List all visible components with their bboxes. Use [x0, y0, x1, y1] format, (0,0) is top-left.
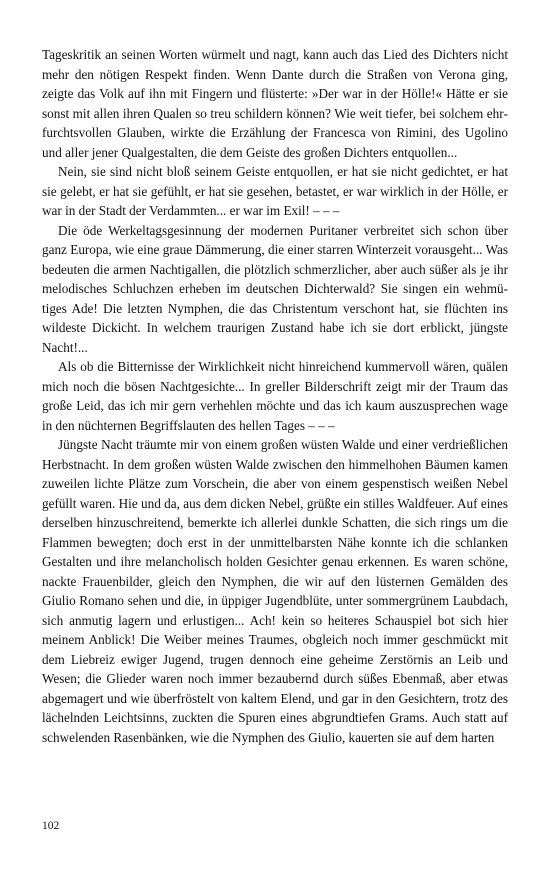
paragraph-2: Nein, sie sind nicht bloß seinem Geiste entquollen, er hat sie nicht gedichtet, er hat sie gelebt, er hat sie gefühlt, er hat sie gesehen, betastet, er war wirklich in der Hölle, er war in der Stadt der Verdammten... er war im Exil! – – –	[42, 164, 508, 218]
paragraph-3: Die öde Werkeltagsgesinnung der modernen Puritaner verbreitet sich schon über ganz Europa, wie eine graue Dämmerung, die einer starren Winterzeit vorausgeht... Was bedeuten die armen Nachtigallen, die plötzlich schmerzlicher, aber auch süßer als je ihr melodisches Schluchzen erheben im deutschen Dichterwald? Sie singen ein wehmütiges Ade! Die letzten Nymphen, die das Christentum verschont hat, sie flüchten ins wildeste Dickicht. In welchem traurigen Zustand habe ich sie dort erblickt, jüngste Nacht!...	[42, 222, 508, 355]
body-text	[42, 45, 508, 747]
page-number: 102	[42, 820, 60, 832]
paragraph-5: Jüngste Nacht träumte mir von einem großen wüsten Walde und einer verdrießlichen Herbstnacht. In dem großen wüsten Walde zwischen den himmelhohen Bäumen kamen zuweilen lichte Plätze zum Vorschein, die aber von einem gespenstisch weißen Nebel gefüllt waren. Hie und da, aus dem dicken Nebel, grüßte ein stilles Waldfeuer. Auf eines derselben hinzuschreitend, bemerkte ich allerlei dunkle Schatten, die sich rings um die Flammen bewegten; doch erst in der unmittelbarsten Nähe konnte ich die schlanken Gestalten und ihre melancholisch holden Gesichter genau erkennen. Es waren schöne, nackte Frauenbilder, gleich den Nymphen, die wir auf den lüsternen Gemälden des Giulio Romano sehen und die, in üppiger Jugendblüte, unter sommergrünem Laubdach, sich anmutig lagern und erlustigen... Ach! kein so heiteres Schauspiel bot sich hier meinem Anblick! Die Weiber meines Traumes, obgleich noch immer geschmückt mit dem Liebreiz ewiger Jugend, trugen dennoch eine geheime Zerstörnis an Leib und Wesen; die Glieder waren noch immer bezaubernd durch süßes Ebenmaß, aber etwas abgemagert und wie überfröstelt von kaltem Elend, und gar in den Gesichtern, trotz des lächelnden Leichtsinns, zuckten die Spuren eines abgrundtiefen Grams. Auch statt auf schwelenden Rasenbänken, wie die Nymphen des Giulio, kauerten sie auf dem harten	[42, 437, 508, 745]
paragraph-4: Als ob die Bitternisse der Wirklichkeit nicht hinreichend kummervoll wären, quälen mich noch die bösen Nachtgesichte... In greller Bilderschrift zeigt mir der Traum das große Leid, das ich mir gern verhehlen möchte und das ich kaum auszusprechen wage in den nüchternen Begriffslauten des hellen Tages – – –	[42, 359, 508, 433]
paragraph-1: Tageskritik an seinen Worten würmelt und nagt, kann auch das Lied des Dichters nicht mehr den nötigen Respekt finden. Wenn Dante durch die Straßen von Verona ging, zeigte das Volk auf ihn mit Fingern und flüsterte: »Der war in der Hölle!« Hätte er sie sonst mit allen ihren Qualen so treu schildern können? Wie weit tiefer, bei solchem ehrfurchtsvollen Glauben, wirkte die Erzählung der Francesca von Rimini, des Ugolino und aller jener Qualgestalten, die dem Geiste des großen Dichters entquollen...	[42, 47, 508, 160]
